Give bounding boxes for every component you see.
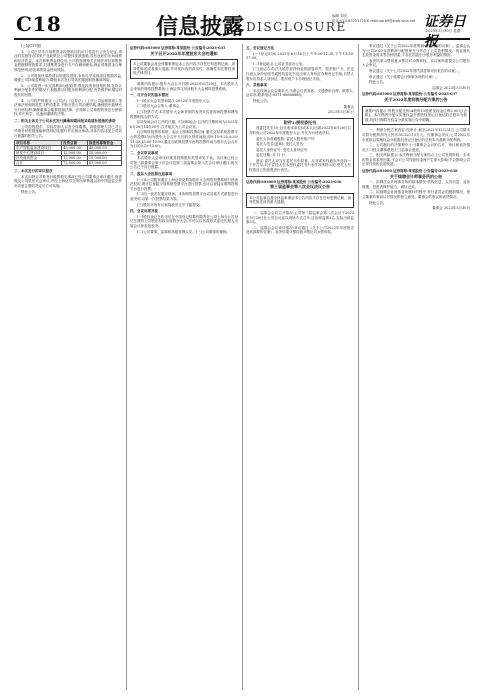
section-heading: 二、会议审议事项	[130, 150, 158, 155]
paragraph: 二、监事会会议审议情况:审议通过《关于公司2022年年度报告及其摘要的议案》,表决结果:3票同意,0票反对,0票弃权。	[246, 225, 354, 235]
paragraph: 2、公司将加快募投项目的建设进度,争取尽早实现项目预期效益,增强公司持续盈利能力,降低本次发行导致的即期回报摊薄风险。	[14, 73, 122, 83]
section-title-english: DISCLOSURE	[246, 20, 347, 34]
paragraph: (上接C17版)	[21, 44, 42, 48]
section-heading: 二、相关主体关于公司本次发行摊薄即期回报采取填补措施的承诺	[14, 118, 116, 123]
form-line: 委托人身份证号: 受托人身份证号:	[256, 147, 309, 152]
announcement-title: 关于2022年度利润分配方案的公告	[384, 96, 448, 102]
table-cell: 合计	[15, 161, 62, 166]
contact-line: 电话:010-83251720 E-mail:zqrb9@zqrb.sina.net	[332, 19, 416, 23]
form-line: 委托日期: 年 月 日	[256, 153, 286, 158]
announcement-title: 第三届监事会第八次会议决议公告	[270, 184, 330, 190]
paragraph: (五)网络投票的系统、起止日期和投票时间:通过交易系统投票平台的投票时间为股东大会召开当日的交易时间段,即9:15-9:25,9:30-11:30,13:00-15:00;通过互联网投票平台的投票时间为股东大会召开当日的9:15-15:00。	[130, 130, 238, 149]
paragraph: (三)股东对所有议案均表决完毕才能提交。	[137, 202, 203, 207]
form-line: 委托人签名(盖章): 受托人签名:	[256, 142, 305, 147]
table-cell: 12,000.00	[62, 151, 88, 156]
signature: 监事会 2023年5月30日	[432, 85, 470, 90]
paragraph: (一)登记时间:2023年6月16日上午9:00-11:30,下午13:30-17:00。	[246, 51, 354, 61]
signature-date: 2023年5月30日	[327, 110, 354, 115]
column-3	[246, 44, 354, 690]
paragraph: 本次向特定对象发行股票相关事项已经公司董事会审议通过,尚需提交公司股东大会审议,并经上海证券交易所审核通过和中国证监会作出同意注册的决定后方可实施。	[14, 174, 122, 189]
paragraph: (二)同一表决权通过现场、本所网络投票平台或其他方式重复进行表决的,以第一次投票结果为准。	[130, 192, 238, 202]
table-cell: 10,000.00	[87, 151, 121, 156]
paragraph: 备注:委托人应当在委托书中同意、反对或弃权意向中选择一个并打勾,对于委托人在本授权委托书中未作具体指示的,受托人有权按自己的意愿进行表决。	[249, 158, 351, 173]
table-cell: 研发中心建设项目	[15, 151, 62, 156]
column-4	[362, 44, 470, 690]
section-heading: 三、本次发行的审议程序	[14, 169, 53, 174]
column-divider	[126, 44, 127, 690]
paragraph: (三)登记方式:法人股东应持营业执照复印件、股东账户卡、法定代表人身份证明书或授权委托书及出席人身份证办理登记手续;自然人股东应持本人身份证、股东账户卡办理登记手续。	[246, 67, 354, 81]
announcement-code: 证券代码:603000 证券简称:某某股份 公告编号:2023-038	[362, 169, 458, 174]
supervisory-statement: 本公司监事会及全体监事保证本公告内容不存在任何虚假记载、误导性陈述或者重大遗漏。	[246, 193, 354, 208]
paragraph: (二)登记地点:公司证券部办公室。	[253, 61, 306, 66]
announcement-title: 关于召开2022年年度股东大会的通知	[150, 50, 218, 56]
page-number: C18	[16, 12, 62, 36]
paragraph: 一、拟聘任会计师事务所的基本情况:机构信息、人员信息、业务规模、投资者保护能力、诚信记录。	[362, 180, 470, 189]
section-heading: 五、会议登记方法	[246, 46, 274, 50]
paragraph: 审议通过《关于续聘会计师事务所的议案》。	[369, 74, 439, 79]
proxy-form-title: 附件1:授权委托书	[283, 119, 317, 125]
table-cell: 45,000.00	[62, 146, 88, 151]
column-divider	[242, 44, 243, 690]
paragraph: 本次现场会议会期半天,出席会议者食宿、交通费用自理。联系人:证券部;联系电话:0571-88888888。	[246, 88, 354, 98]
table-cell: 15,000.00	[87, 156, 121, 161]
table-cell: 40,000.00	[87, 146, 121, 151]
paragraph: (一)股权登记日收市后在中国登记结算有限责任公司上海分公司登记在册的公司股东有权出席股东大会,并可以以书面形式委托代理人出席会议和参加表决。	[130, 214, 238, 228]
key-notice: 重要内容提示:每股分配比例:A股每10股派发现金红利2.00元(含税)。本次利润分配以实施权益分派股权登记日登记的总股本为基数,具体日期将在权益分派实施公告中明确。	[362, 106, 470, 126]
paragraph: 三、相关风险提示:本次利润分配方案结合了公司发展阶段、未来的资金需求等因素,不会对公司经营现金流产生重大影响,不会影响公司正常经营和长期发展。	[362, 153, 470, 167]
table-cell: 72,000.00	[62, 161, 88, 166]
article-columns	[14, 44, 470, 690]
paragraph: 特此公告。	[369, 200, 387, 205]
form-line: 委托人持普通股数: 委托人股东账户号:	[256, 136, 316, 141]
paragraph: 表决结果:3票同意,0票反对,0票弃权。本议案尚需提交公司股东大会审议。	[362, 58, 470, 68]
paragraph: (三)投票方式:本次股东大会所采用的表决方式是现场投票和网络投票相结合的方式。	[130, 109, 238, 119]
investment-table	[14, 140, 122, 166]
section-title: 信息披露	[156, 14, 245, 40]
paragraph: (二)股东大会召集人:董事会。	[137, 104, 183, 109]
paragraph: 二、公司履行的决策程序:(一)董事会会议的召开、审议和表决情况;(二)独立董事意见;(三)监事会意见。	[362, 143, 470, 152]
column-divider	[358, 44, 359, 690]
table-cell: 年产智能装备建设项目	[15, 146, 62, 151]
table-header-cell: 项目名称	[15, 141, 62, 146]
announcement-code: 证券代码:603000 证券简称:某某股份 公告编号:2023-037	[362, 92, 458, 97]
paragraph: 特此公告。	[369, 80, 387, 85]
paragraph: 本次股东大会审议议案及投票股东类型详见下表。各议案已经公司第三届董事会第十次会议及第三届监事会第八次会议审议通过,相关公告已于同日披露。	[130, 156, 238, 170]
paragraph: 二、拟续聘会计师事务所履行的程序:审计委员会的履职情况、独立董事的事前认可情况和独立意见、董事会的审议和表决情况。	[362, 190, 470, 200]
paragraph: (四)现场会议召开的日期、时间和地点:召开的日期时间为2023年6月20日14点00分,召开地点为公司会议室。	[130, 120, 238, 129]
signature: 董事会 2023年5月30日	[432, 206, 470, 211]
board-statement: 本公司董事会及全体董事保证本公告内容不存在任何虚假记载、误导性陈述或者重大遗漏,并对其内容的真实性、准确性和完整性承担法律责任。	[130, 59, 238, 79]
table-cell: 65,000.00	[87, 161, 121, 166]
announcement-code: 证券代码:603000 证券简称:某某股份 公告编号:2023-035	[130, 46, 226, 50]
newspaper-logo: 证券日报	[424, 14, 466, 50]
paragraph: (一)股东大会类型和届次:2022年年度股东大会。	[137, 98, 213, 103]
paragraph: (一)本公司股东通过上海证券交易所股东大会网络投票系统行使表决权的,既可以登陆交易系统投票平台进行投票,也可以登陆互联网投票平台进行投票。	[130, 177, 238, 191]
column-1	[14, 44, 122, 690]
section-heading: 一、召开会议的基本情况	[130, 93, 169, 98]
section-heading: 三、股东大会投票注意事项	[130, 172, 172, 177]
paragraph: 审议通过《关于公司2022年度内部控制评价报告的议案》。	[369, 68, 462, 73]
paragraph: 特此公告。	[21, 189, 39, 194]
paragraph: 一、利润分配方案内容:经审计,截至2022年12月31日,公司期末可供分配利润为人民币58,320.15万元。经董事会决议,公司2022年年度拟以实施权益分派股权登记日登记的总股本为基数分配利润。	[362, 128, 470, 142]
announcement-title: 关于续聘会计师事务所的公告	[390, 173, 442, 179]
editor-contact	[332, 14, 424, 24]
table-cell: 15,000.00	[62, 156, 88, 161]
paragraph: 公司控股股东、实际控制人以及全体董事、高级管理人员已对公司填补回报措施能够得到切实履行作出相应承诺,具体内容详见公司同日披露的相关公告。	[14, 124, 122, 138]
column-2	[130, 44, 238, 690]
section-heading: 六、其他事项	[246, 83, 267, 88]
paragraph: 审议通过《关于公司2022年度利润分配预案的议案》。监事会认为:公司2022年度利润分配预案充分考虑了公司盈利情况、现金流状态及资金需求等各种因素,不存在损害中小股东利益的情形。	[362, 44, 470, 58]
announcement-code: 证券代码:603000 证券简称:某某股份 公告编号:2023-036	[246, 179, 342, 184]
table-cell: 补充流动资金	[15, 156, 62, 161]
section-heading: 四、会议出席对象	[130, 209, 158, 214]
paragraph: 1、公司已对本次募集资金投资项目的可行性进行了充分论证,项目的实施符合国家产业政策及公司整体发展战略,具有良好的市场前景和经济效益。本次募集资金到位后,公司将按照相关法律法规及募集资金管理制度的要求,对募集资金进行专户存储和使用,保证募集资金合理规范使用,防范募集资金使用风险。	[14, 49, 122, 72]
issue-date: 2023年5月30日 星期二	[426, 29, 464, 33]
paragraph: 重要内容提示:股东大会召开日期:2023年6月20日。本次股东大会采用的网络投票系统:上海证券交易所股东大会网络投票系统。	[130, 81, 238, 91]
table-header-cell: 投资总额	[62, 141, 88, 146]
paragraph: (二)公司董事、监事和高级管理人员。(三)公司聘请的律师。	[137, 229, 230, 234]
paragraph: 3、公司将进一步完善利润分配政策,强化投资者回报机制,在符合利润分配条件的情况下,积极推动对股东的利润分配,有效维护和增加对股东的回报。	[14, 83, 122, 97]
paragraph: 兹委托先生(女士)代表本单位(或本人)出席2023年6月20日召开的贵公司2022年年度股东大会,并代为行使表决权。	[249, 126, 351, 135]
paragraph: 特此公告。	[253, 98, 271, 103]
table-row	[15, 156, 122, 161]
table-header-cell: 拟使用募集资金	[87, 141, 121, 146]
table-row	[15, 161, 122, 166]
paragraph: 一、监事会会议召开情况:公司第三届监事会第八次会议于2023年5月29日在公司会议室以现场方式召开,应出席监事3名,实际出席监事3名。	[246, 211, 354, 225]
paragraph: 4、公司将严格遵守《公司法》《证券法》《上市公司治理准则》等法律法规和规范性文件的要求,不断完善公司治理结构,确保股东能够充分行使权利,确保董事会能够按照法律、法规和公司章程的规定行使职权,作出科学、迅速和谨慎的决策。	[14, 98, 122, 117]
editor-line: 编辑 刘亮	[332, 14, 348, 18]
proxy-form	[246, 118, 354, 177]
signature: 董事会	[343, 104, 354, 109]
